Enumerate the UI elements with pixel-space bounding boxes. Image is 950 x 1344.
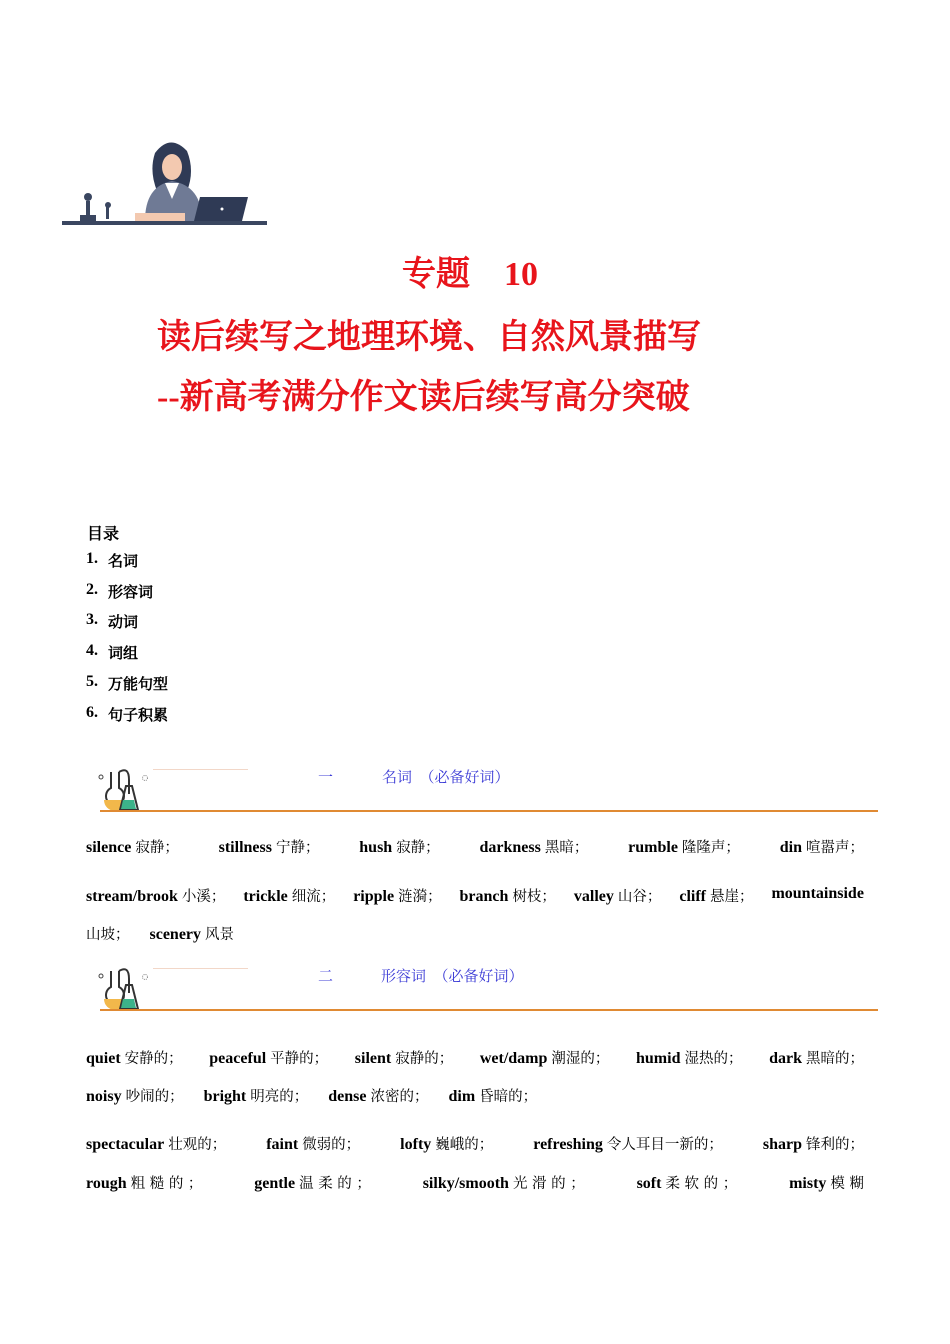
chinese-meaning: 细流； — [291, 889, 336, 905]
vocab-row — [86, 923, 864, 944]
english-word: dark — [769, 1050, 802, 1067]
section-number: 一 — [318, 770, 334, 786]
vocab-entry — [637, 1172, 738, 1193]
vocab-row — [86, 885, 864, 906]
english-word: quiet — [86, 1050, 121, 1067]
vocab-entry — [209, 1047, 328, 1068]
toc-item-number: 5. — [86, 672, 98, 690]
chinese-meaning: 温 柔 的 ； — [299, 1176, 371, 1192]
chinese-meaning: 黑暗； — [544, 840, 589, 856]
vocab-entry — [769, 1047, 864, 1068]
toc-item-label: 句子积累 — [108, 705, 169, 724]
chinese-meaning: 喧嚣声； — [805, 840, 864, 856]
vocab-entry — [86, 1047, 183, 1068]
english-word: gentle — [254, 1175, 296, 1192]
vocab-entry — [448, 1085, 537, 1106]
topic-number-title: 专题 10 — [402, 256, 538, 293]
toc-item[interactable] — [86, 550, 138, 571]
vocab-entry — [243, 885, 335, 906]
english-word: silky/smooth — [422, 1175, 509, 1192]
toc-item-number: 6. — [86, 703, 98, 721]
english-word: noisy — [86, 1088, 122, 1105]
toc-item[interactable] — [86, 642, 138, 663]
toc-item-label: 名词 — [108, 552, 139, 570]
vocab-entry — [150, 923, 235, 944]
vocab-entry — [423, 1172, 585, 1193]
english-word: ripple — [353, 888, 395, 905]
vocab-entry — [86, 1085, 184, 1106]
english-word: humid — [636, 1050, 681, 1067]
vocab-entry — [679, 885, 753, 906]
english-word: spectacular — [86, 1136, 165, 1153]
chinese-meaning: 寂静； — [396, 840, 440, 856]
english-word: faint — [266, 1136, 299, 1153]
vocab-entry — [636, 1047, 742, 1068]
chinese-meaning: 宁静； — [275, 840, 320, 856]
vocab-entry — [204, 1085, 309, 1106]
vocab-entry — [533, 1133, 723, 1154]
chinese-meaning: 光 滑 的 ； — [512, 1176, 585, 1192]
vocab-entry — [789, 1172, 864, 1193]
vocab-row — [86, 1047, 864, 1068]
chinese-meaning: 模 糊 — [830, 1176, 864, 1192]
chinese-meaning: 锋利的； — [806, 1137, 864, 1153]
toc-item-label: 万能句型 — [108, 674, 169, 693]
vocab-entry — [86, 1133, 226, 1154]
toc-item-label: 动词 — [108, 613, 139, 632]
section-title: 形容词 （必备好词） — [381, 969, 524, 985]
english-word: wet/damp — [479, 1050, 548, 1067]
section-header — [98, 965, 878, 1015]
vocab-entry — [480, 1047, 610, 1068]
chinese-meaning: 昏暗的； — [479, 1089, 538, 1105]
vocab-entry — [219, 836, 320, 857]
chinese-meaning: 寂静的； — [395, 1051, 454, 1067]
vocab-entry — [254, 1172, 371, 1193]
toc-item-number: 4. — [86, 642, 98, 660]
lab-flask-icon — [98, 967, 148, 1013]
english-word: bright — [203, 1088, 247, 1105]
chinese-meaning: 令人耳目一新的； — [606, 1137, 723, 1153]
english-word: cliff — [679, 888, 706, 905]
toc-item-label: 词组 — [108, 644, 139, 663]
english-word: dim — [448, 1088, 476, 1105]
english-word: trickle — [243, 888, 288, 905]
chinese-meaning: 黑暗的； — [805, 1051, 864, 1067]
vocab-entry — [763, 1133, 864, 1154]
chinese-meaning: 涟漪； — [398, 889, 442, 905]
vocab-entry — [328, 1085, 428, 1106]
chinese-meaning: 潮湿的； — [551, 1051, 610, 1067]
vocab-entry — [574, 885, 662, 906]
woman-at-laptop-illustration — [60, 135, 270, 230]
chinese-meaning: 壮观的； — [168, 1137, 227, 1153]
english-word: din — [779, 839, 802, 856]
vocab-row — [86, 836, 864, 857]
chinese-meaning: 寂静； — [135, 840, 179, 856]
english-word: dense — [328, 1088, 367, 1105]
vocab-entry — [780, 836, 864, 857]
english-word: darkness — [479, 839, 541, 856]
vocab-entry — [479, 836, 588, 857]
chinese-meaning: 微弱的； — [302, 1137, 361, 1153]
vocab-entry — [266, 1133, 360, 1154]
english-word: stillness — [218, 839, 272, 856]
vocab-entry — [86, 1172, 202, 1193]
english-word: stream/brook — [86, 888, 178, 905]
english-word: hush — [359, 839, 393, 856]
vocab-row — [86, 1085, 864, 1106]
chinese-meaning: 山坡； — [86, 927, 130, 943]
toc-item[interactable] — [86, 673, 168, 694]
english-word: valley — [573, 888, 614, 905]
toc-item-number: 3. — [86, 611, 98, 629]
lab-flask-icon — [98, 768, 148, 814]
vocab-entry — [359, 836, 439, 857]
english-word: rumble — [628, 839, 678, 856]
chinese-meaning: 湿热的； — [684, 1051, 743, 1067]
vocab-entry — [355, 1047, 453, 1068]
english-word: branch — [459, 888, 509, 905]
english-word: lofty — [400, 1136, 432, 1153]
subtitle: --新高考满分作文读后续写高分突破 — [157, 379, 690, 416]
toc-item-number: 1. — [86, 550, 98, 567]
main-title: 读后续写之地理环境、自然风景描写 — [157, 319, 701, 356]
toc-item-label: 形容词 — [108, 582, 154, 601]
toc-heading: 目录 — [87, 524, 120, 543]
chinese-meaning: 平静的； — [270, 1051, 329, 1067]
english-word: mountainside — [771, 885, 864, 902]
english-word: silent — [354, 1050, 392, 1067]
english-word: sharp — [762, 1136, 802, 1153]
vocab-entry — [771, 885, 863, 906]
chinese-meaning: 小溪； — [181, 889, 226, 905]
chinese-meaning: 隆隆声； — [681, 840, 740, 856]
chinese-meaning: 巍峨的； — [435, 1137, 494, 1153]
english-word: scenery — [149, 926, 202, 943]
vocab-entry — [86, 836, 179, 857]
chinese-meaning: 安静的； — [124, 1051, 183, 1067]
chinese-meaning: 树枝； — [512, 889, 556, 905]
english-word: silence — [86, 839, 132, 856]
vocab-entry — [628, 836, 740, 857]
chinese-meaning: 柔 软 的 ； — [665, 1176, 738, 1192]
vocab-entry — [86, 923, 130, 944]
toc-item[interactable] — [86, 704, 168, 725]
english-word: refreshing — [533, 1136, 603, 1153]
section-header — [98, 766, 878, 816]
english-word: soft — [636, 1175, 662, 1192]
chinese-meaning: 浓密的； — [370, 1089, 429, 1105]
chinese-meaning: 明亮的； — [250, 1089, 309, 1105]
toc-item[interactable] — [86, 611, 138, 632]
chinese-meaning: 吵闹的； — [125, 1089, 184, 1105]
section-number: 二 — [318, 969, 334, 985]
vocab-entry — [460, 885, 556, 906]
chinese-meaning: 悬崖； — [710, 889, 754, 905]
toc-item[interactable] — [86, 581, 153, 602]
english-word: misty — [789, 1175, 827, 1192]
english-word: rough — [86, 1175, 127, 1192]
vocab-row — [86, 1172, 864, 1193]
section-title: 名词 （必备好词） — [382, 770, 510, 786]
english-word: peaceful — [209, 1050, 267, 1067]
vocab-row — [86, 1133, 864, 1154]
vocab-entry — [86, 885, 225, 906]
toc-item-number: 2. — [86, 580, 98, 598]
chinese-meaning: 山谷； — [617, 889, 662, 905]
chinese-meaning: 风景 — [205, 927, 235, 943]
vocab-entry — [353, 885, 441, 906]
chinese-meaning: 粗 糙 的 ； — [130, 1176, 203, 1192]
vocab-entry — [400, 1133, 493, 1154]
